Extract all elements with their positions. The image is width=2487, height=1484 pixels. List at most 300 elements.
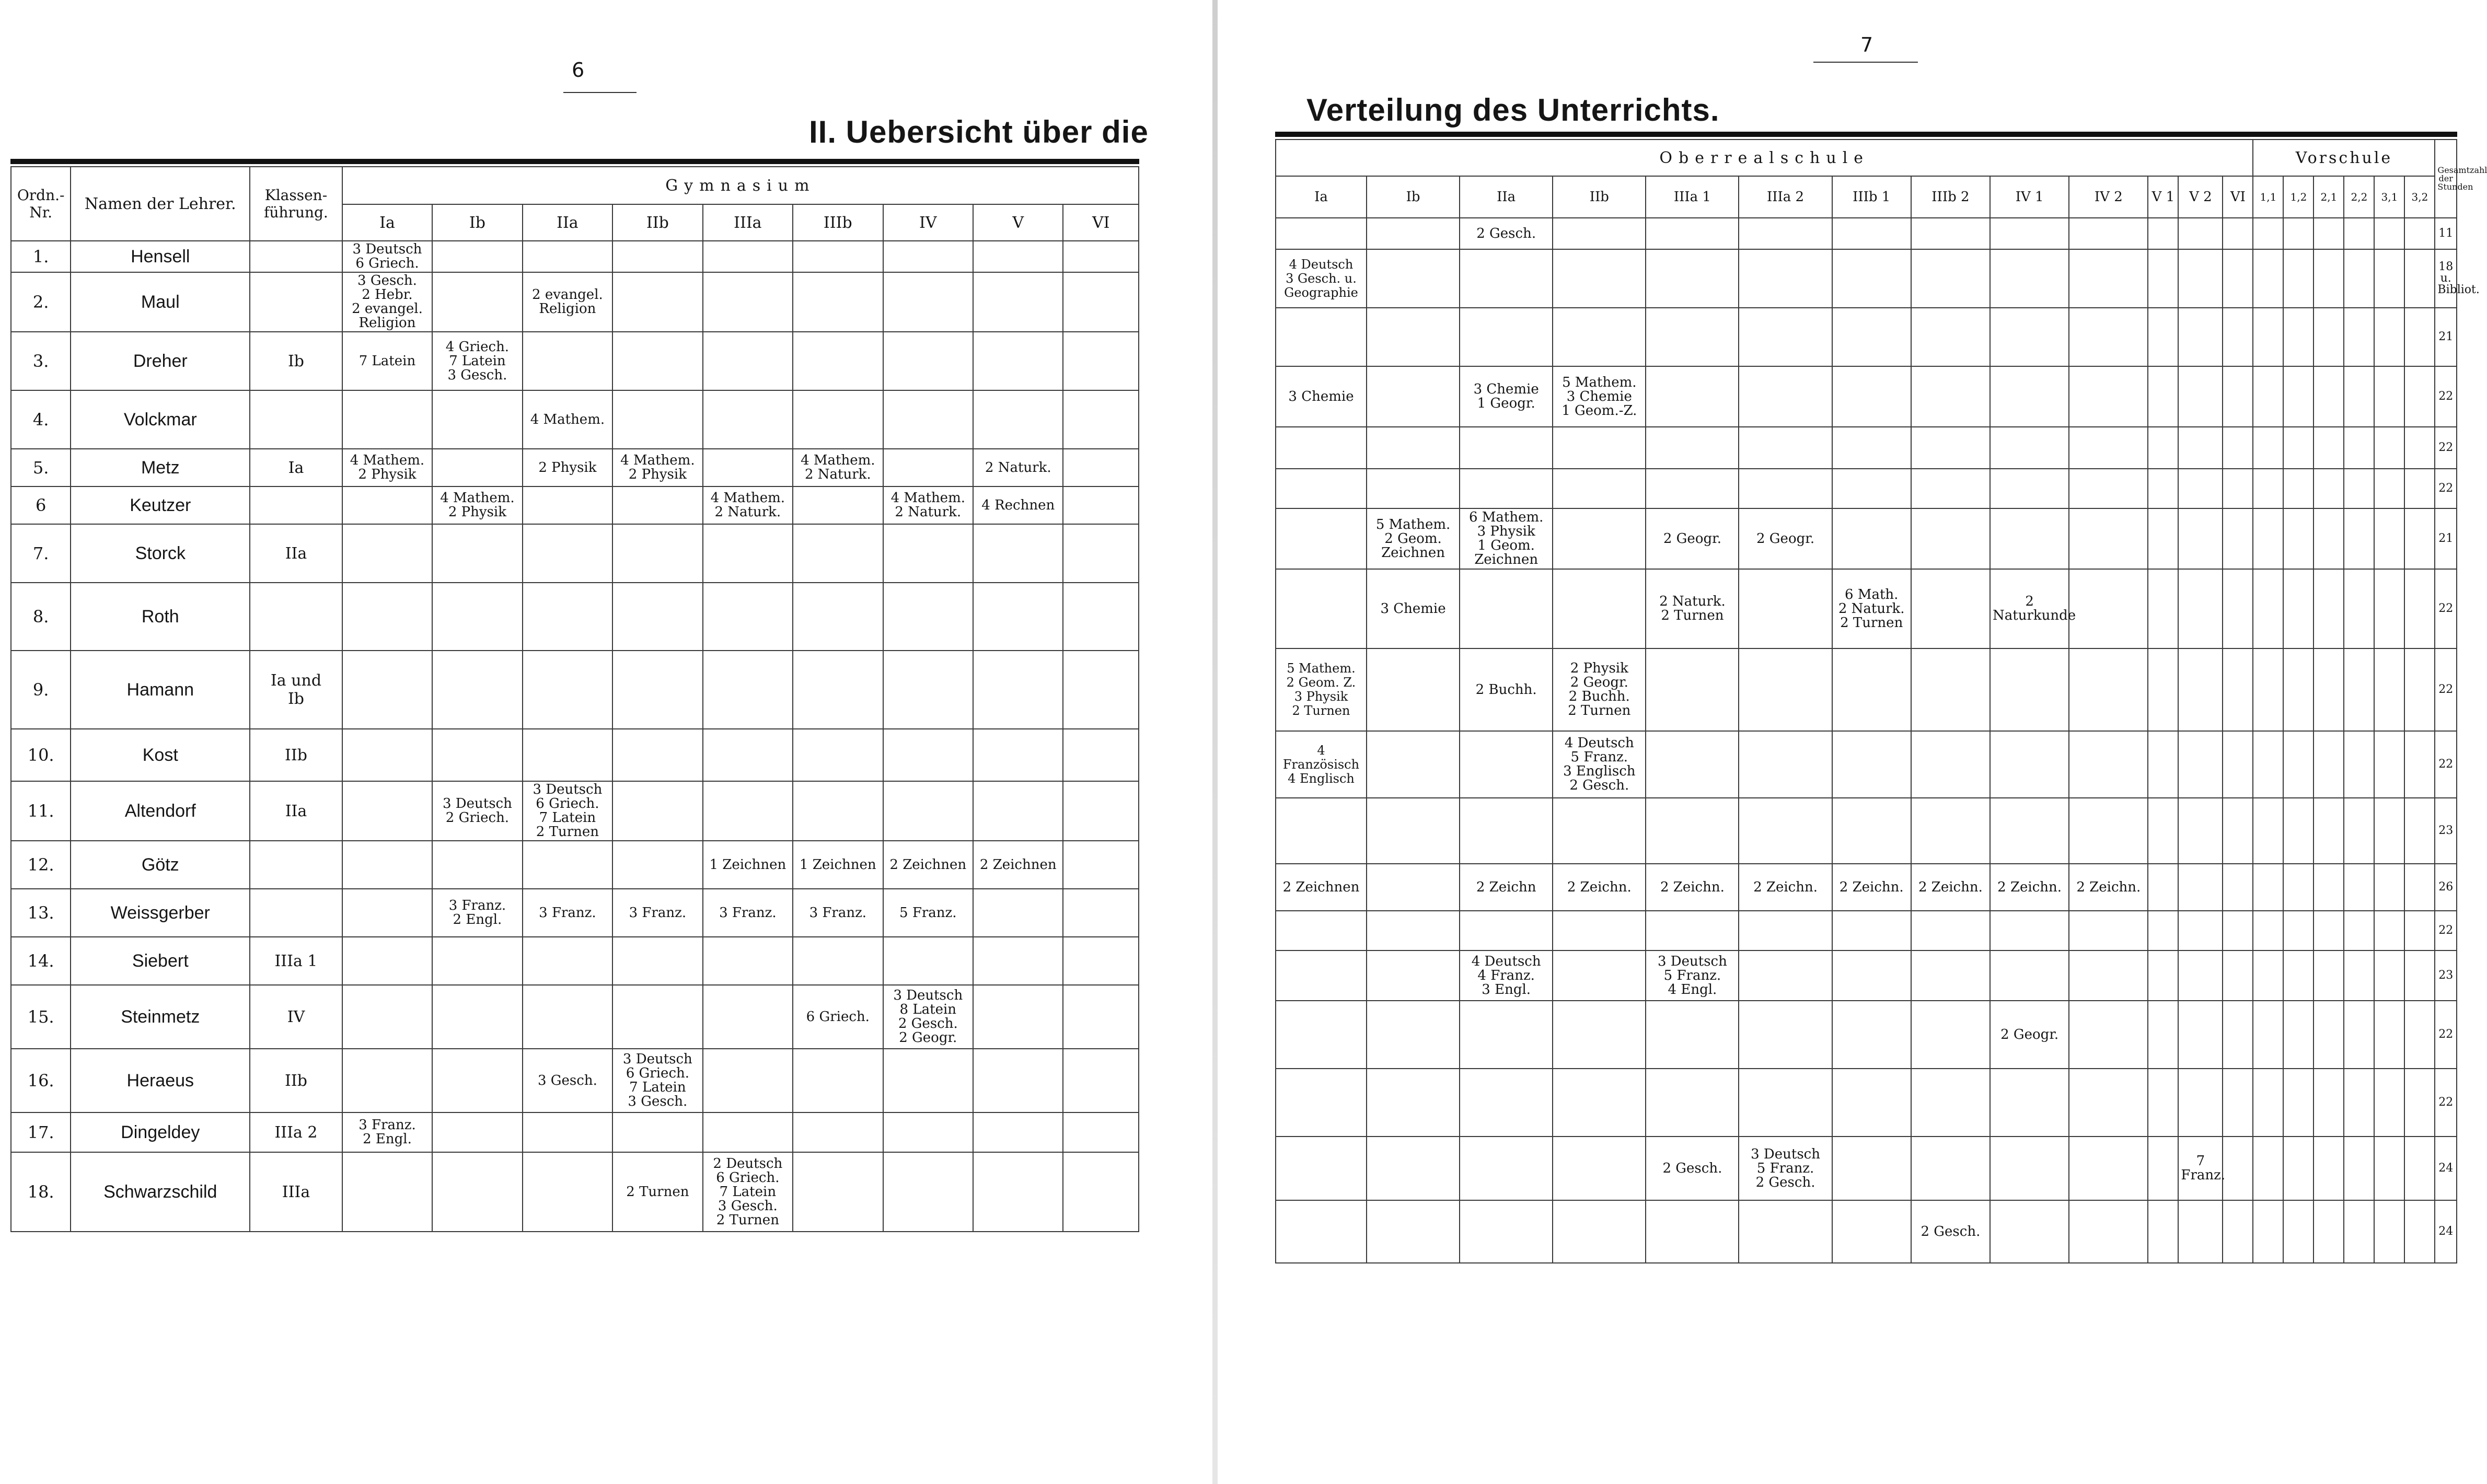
class-lead [250, 583, 342, 651]
lesson-cell [1990, 798, 2069, 864]
lesson-cell [1367, 864, 1460, 911]
vorschule-cell [2314, 798, 2344, 864]
lesson-cell [1990, 950, 2069, 1001]
vorschule-cell [2374, 1069, 2404, 1137]
lesson-cell [793, 651, 883, 729]
lesson-cell [1367, 1137, 1460, 1200]
lesson-cell [1276, 1137, 1367, 1200]
lesson-cell [2148, 1069, 2178, 1137]
lesson-cell [523, 1112, 612, 1152]
vorschule-cell [2404, 569, 2435, 648]
vorschule-cell [2283, 569, 2314, 648]
lesson-cell: 2 evangel. Religion [523, 272, 612, 332]
lesson-cell [973, 332, 1063, 390]
lesson-cell: 4 Deutsch 3 Gesch. u. Geographie [1276, 249, 1367, 308]
teacher-name: Hensell [71, 241, 250, 272]
lesson-cell [703, 781, 793, 841]
vorschule-cell [2344, 1200, 2374, 1263]
lesson-cell [2148, 569, 2178, 648]
vorschule-cell [2314, 508, 2344, 569]
table-row [1276, 366, 2457, 427]
lesson-cell [2178, 911, 2223, 950]
vorschule-cell [2404, 1069, 2435, 1137]
lesson-cell [1553, 427, 1646, 469]
vorschule-cell [2344, 1001, 2374, 1069]
lesson-cell [1276, 469, 1367, 508]
table-row [11, 841, 1139, 889]
vorschule-cell [2404, 1137, 2435, 1200]
lesson-cell [2223, 731, 2253, 798]
lesson-cell [883, 449, 973, 486]
lesson-cell [1276, 1200, 1367, 1263]
lesson-cell [612, 729, 702, 781]
vorschule-cell [2283, 911, 2314, 950]
lesson-cell: 4 Deutsch 5 Franz. 3 Englisch 2 Gesch. [1553, 731, 1646, 798]
lesson-cell [2148, 1001, 2178, 1069]
lesson-cell [2223, 798, 2253, 864]
row-number: 9. [11, 651, 71, 729]
lesson-cell: 2 Physik [523, 449, 612, 486]
table-row [11, 272, 1139, 332]
class-lead [250, 889, 342, 937]
class-header: VI [2223, 176, 2253, 218]
lesson-cell [1367, 308, 1460, 366]
vorschule-cell [2283, 508, 2314, 569]
group-header-gymnasium: Gymnasium [342, 167, 1139, 204]
lesson-cell [1367, 1200, 1460, 1263]
vorschule-cell [2283, 648, 2314, 731]
lesson-cell: 3 Deutsch 6 Griech. 7 Latein 3 Gesch. [612, 1049, 702, 1112]
lesson-cell [1276, 798, 1367, 864]
lesson-cell: 4 Mathem. 2 Naturk. [793, 449, 883, 486]
class-header: IIIb 1 [1832, 176, 1911, 218]
lesson-cell [2148, 427, 2178, 469]
table-row [11, 781, 1139, 841]
table-row [1276, 864, 2457, 911]
lesson-cell [2178, 249, 2223, 308]
lesson-cell [2223, 864, 2253, 911]
lesson-cell [2069, 427, 2148, 469]
vorschule-cell [2344, 218, 2374, 249]
vorschule-cell [2253, 1069, 2283, 1137]
lesson-cell [2223, 1001, 2253, 1069]
lesson-cell [2148, 469, 2178, 508]
lesson-cell [1739, 569, 1832, 648]
vorschule-cell [2314, 1200, 2344, 1263]
vorschule-cell [2374, 508, 2404, 569]
lesson-cell: 4 Mathem. 2 Physik [342, 449, 432, 486]
lesson-cell: 3 Gesch. [523, 1049, 612, 1112]
lesson-cell [973, 583, 1063, 651]
lesson-cell [1911, 1069, 1990, 1137]
teacher-name: Roth [71, 583, 250, 651]
vorschule-cell [2374, 1137, 2404, 1200]
lesson-cell: 2 Buchh. [1460, 648, 1553, 731]
class-header: IIIb 2 [1911, 176, 1990, 218]
lesson-cell: 2 Gesch. [1460, 218, 1553, 249]
lesson-cell: 5 Mathem. 2 Geom. Zeichnen [1367, 508, 1460, 569]
lesson-cell [523, 583, 612, 651]
vorschule-cell [2314, 1137, 2344, 1200]
lesson-cell [2178, 427, 2223, 469]
lesson-cell [1739, 731, 1832, 798]
lesson-cell: 4 Griech. 7 Latein 3 Gesch. [432, 332, 522, 390]
col-header-name: Namen der Lehrer. [71, 167, 250, 241]
row-number: 17. [11, 1112, 71, 1152]
lesson-cell [883, 937, 973, 985]
table-row [1276, 1001, 2457, 1069]
lesson-cell [2148, 731, 2178, 798]
right-page [1218, 0, 2487, 1484]
lesson-cell: 3 Deutsch 5 Franz. 2 Gesch. [1739, 1137, 1832, 1200]
lesson-cell: 2 Zeichnen [1276, 864, 1367, 911]
lesson-cell [1063, 781, 1139, 841]
class-lead [250, 841, 342, 889]
lesson-cell [1553, 249, 1646, 308]
teacher-name: Hamann [71, 651, 250, 729]
lesson-cell [1460, 569, 1553, 648]
lesson-cell [612, 486, 702, 524]
lesson-cell [2178, 1001, 2223, 1069]
top-rule-left [10, 159, 1139, 164]
lesson-cell [1063, 241, 1139, 272]
lesson-cell [973, 241, 1063, 272]
lesson-cell [523, 332, 612, 390]
table-row [11, 889, 1139, 937]
vorschule-cell [2314, 1001, 2344, 1069]
lesson-cell [342, 781, 432, 841]
lesson-cell [1911, 648, 1990, 731]
teacher-name: Storck [71, 524, 250, 583]
lesson-cell [523, 841, 612, 889]
row-number: 1. [11, 241, 71, 272]
vorschule-cell [2314, 648, 2344, 731]
class-header: IV 1 [1990, 176, 2069, 218]
lesson-cell [1911, 427, 1990, 469]
table-row [11, 1152, 1139, 1232]
lesson-cell: 3 Franz. [612, 889, 702, 937]
vorschule-cell [2344, 427, 2374, 469]
vorschule-cell [2374, 1001, 2404, 1069]
lesson-cell: 2 Zeichn. [1911, 864, 1990, 911]
lesson-cell [1832, 648, 1911, 731]
teacher-name: Steinmetz [71, 985, 250, 1049]
top-rule-right [1275, 132, 2457, 137]
total-hours: 24 [2435, 1200, 2457, 1263]
vorschule-class-header: 1,1 [2253, 176, 2283, 218]
class-lead: IIa [250, 524, 342, 583]
vorschule-cell [2283, 218, 2314, 249]
lesson-cell [883, 241, 973, 272]
lesson-cell [2069, 731, 2148, 798]
teacher-name: Schwarzschild [71, 1152, 250, 1232]
vorschule-cell [2344, 469, 2374, 508]
table-row [11, 449, 1139, 486]
lesson-cell [2223, 249, 2253, 308]
lesson-cell [1646, 249, 1739, 308]
lesson-cell [2069, 308, 2148, 366]
lesson-cell: 2 Geogr. [1990, 1001, 2069, 1069]
lesson-cell [2223, 911, 2253, 950]
lesson-cell: 3 Gesch. 2 Hebr. 2 evangel. Religion [342, 272, 432, 332]
vorschule-cell [2253, 469, 2283, 508]
vorschule-cell [2314, 218, 2344, 249]
book-gutter [1212, 0, 1218, 1484]
lesson-cell [973, 889, 1063, 937]
vorschule-cell [2374, 731, 2404, 798]
vorschule-cell [2404, 366, 2435, 427]
lesson-cell [1646, 1069, 1739, 1137]
vorschule-cell [2404, 508, 2435, 569]
lesson-cell [793, 583, 883, 651]
lesson-cell [612, 390, 702, 449]
lesson-cell [2178, 1200, 2223, 1263]
lesson-cell [1063, 449, 1139, 486]
lesson-cell [1063, 985, 1139, 1049]
class-lead: IIIa 2 [250, 1112, 342, 1152]
vorschule-class-header: 2,1 [2314, 176, 2344, 218]
class-header: IIIa [703, 204, 793, 241]
vorschule-cell [2344, 950, 2374, 1001]
lesson-cell [1911, 1137, 1990, 1200]
row-number: 12. [11, 841, 71, 889]
lesson-cell [2223, 469, 2253, 508]
lesson-cell [432, 524, 522, 583]
lesson-cell [612, 272, 702, 332]
lesson-cell [1739, 249, 1832, 308]
lesson-cell [703, 1112, 793, 1152]
row-number: 11. [11, 781, 71, 841]
total-hours: 22 [2435, 731, 2457, 798]
lesson-cell [2223, 648, 2253, 731]
vorschule-cell [2374, 366, 2404, 427]
lesson-cell [2223, 1200, 2253, 1263]
lesson-cell [1367, 798, 1460, 864]
lesson-cell: 3 Chemie [1367, 569, 1460, 648]
table-row [11, 390, 1139, 449]
lesson-cell [2178, 731, 2223, 798]
lesson-cell [2069, 1137, 2148, 1200]
class-header: V [973, 204, 1063, 241]
row-number: 14. [11, 937, 71, 985]
lesson-cell [1990, 218, 2069, 249]
teacher-name: Keutzer [71, 486, 250, 524]
lesson-cell: 2 Zeichn [1460, 864, 1553, 911]
lesson-cell [793, 729, 883, 781]
vorschule-cell [2374, 648, 2404, 731]
lesson-cell [1832, 950, 1911, 1001]
lesson-cell [2148, 249, 2178, 308]
vorschule-cell [2253, 308, 2283, 366]
lesson-cell: 4 Deutsch 4 Franz. 3 Engl. [1460, 950, 1553, 1001]
lesson-cell [793, 524, 883, 583]
lesson-cell [1276, 911, 1367, 950]
lesson-cell [2148, 508, 2178, 569]
class-header: IV [883, 204, 973, 241]
lesson-cell [612, 1112, 702, 1152]
vorschule-cell [2283, 308, 2314, 366]
lesson-cell: 3 Franz. [793, 889, 883, 937]
row-number: 13. [11, 889, 71, 937]
page-heading-left: II. Uebersicht über die [809, 114, 1149, 149]
vorschule-cell [2374, 911, 2404, 950]
lesson-cell [1646, 366, 1739, 427]
lesson-cell: 4 Französisch 4 Englisch [1276, 731, 1367, 798]
lesson-cell [793, 486, 883, 524]
vorschule-cell [2253, 508, 2283, 569]
teacher-name: Kost [71, 729, 250, 781]
lesson-cell [1553, 1001, 1646, 1069]
lesson-cell [342, 651, 432, 729]
teacher-name: Volckmar [71, 390, 250, 449]
lesson-cell [1739, 1200, 1832, 1263]
lesson-cell [703, 332, 793, 390]
left-table [10, 166, 1139, 1232]
lesson-cell [2069, 569, 2148, 648]
lesson-cell [1553, 569, 1646, 648]
class-header: IIb [1553, 176, 1646, 218]
lesson-cell [432, 985, 522, 1049]
lesson-cell [1646, 218, 1739, 249]
lesson-cell [1460, 469, 1553, 508]
class-header: IIa [523, 204, 612, 241]
table-row [1276, 569, 2457, 648]
vorschule-cell [2253, 798, 2283, 864]
vorschule-cell [2374, 218, 2404, 249]
lesson-cell [2178, 218, 2223, 249]
teacher-name: Götz [71, 841, 250, 889]
lesson-cell [1990, 731, 2069, 798]
lesson-cell [1063, 841, 1139, 889]
lesson-cell [2223, 308, 2253, 366]
lesson-cell [1911, 911, 1990, 950]
lesson-cell: 6 Math. 2 Naturk. 2 Turnen [1832, 569, 1911, 648]
lesson-cell: 3 Franz. 2 Engl. [432, 889, 522, 937]
lesson-cell [883, 272, 973, 332]
lesson-cell [793, 1049, 883, 1112]
lesson-cell [432, 1049, 522, 1112]
lesson-cell [1646, 427, 1739, 469]
total-hours: 22 [2435, 569, 2457, 648]
lesson-cell: 3 Deutsch 8 Latein 2 Gesch. 2 Geogr. [883, 985, 973, 1049]
lesson-cell: 4 Mathem. 2 Naturk. [703, 486, 793, 524]
lesson-cell [883, 1112, 973, 1152]
class-lead: IIb [250, 1049, 342, 1112]
lesson-cell: 3 Chemie 1 Geogr. [1460, 366, 1553, 427]
lesson-cell [2178, 308, 2223, 366]
lesson-cell: 1 Zeichnen [703, 841, 793, 889]
lesson-cell [973, 390, 1063, 449]
lesson-cell [523, 486, 612, 524]
lesson-cell [1832, 308, 1911, 366]
lesson-cell: 6 Griech. [793, 985, 883, 1049]
lesson-cell [1460, 308, 1553, 366]
row-number: 4. [11, 390, 71, 449]
vorschule-cell [2344, 249, 2374, 308]
vorschule-cell [2404, 249, 2435, 308]
lesson-cell [1367, 950, 1460, 1001]
lesson-cell [703, 390, 793, 449]
row-number: 5. [11, 449, 71, 486]
lesson-cell [2178, 469, 2223, 508]
lesson-cell [1832, 798, 1911, 864]
vorschule-cell [2344, 864, 2374, 911]
lesson-cell: 2 Turnen [612, 1152, 702, 1232]
lesson-cell [1832, 1069, 1911, 1137]
class-header: IIIa 2 [1739, 176, 1832, 218]
lesson-cell [1990, 308, 2069, 366]
lesson-cell [1553, 218, 1646, 249]
total-hours: 26 [2435, 864, 2457, 911]
lesson-cell [703, 449, 793, 486]
table-row [1276, 308, 2457, 366]
lesson-cell [1276, 1069, 1367, 1137]
teacher-name: Siebert [71, 937, 250, 985]
lesson-cell [1553, 1069, 1646, 1137]
lesson-cell [1276, 218, 1367, 249]
lesson-cell [1911, 469, 1990, 508]
table-row [11, 486, 1139, 524]
lesson-cell [1063, 651, 1139, 729]
lesson-cell [2178, 798, 2223, 864]
vorschule-cell [2374, 864, 2404, 911]
row-number: 18. [11, 1152, 71, 1232]
lesson-cell [2148, 911, 2178, 950]
lesson-cell [1367, 911, 1460, 950]
left-page [0, 0, 1212, 1484]
lesson-cell [523, 651, 612, 729]
lesson-cell [1911, 508, 1990, 569]
lesson-cell [1276, 508, 1367, 569]
lesson-cell [2223, 366, 2253, 427]
lesson-cell [883, 583, 973, 651]
lesson-cell [612, 781, 702, 841]
lesson-cell [1739, 308, 1832, 366]
table-row [11, 729, 1139, 781]
vorschule-cell [2344, 366, 2374, 427]
row-number: 10. [11, 729, 71, 781]
total-hours: 11 [2435, 218, 2457, 249]
lesson-cell [1911, 366, 1990, 427]
lesson-cell [1832, 1200, 1911, 1263]
vorschule-cell [2404, 1001, 2435, 1069]
lesson-cell [703, 985, 793, 1049]
lesson-cell [2223, 218, 2253, 249]
lesson-cell [1739, 218, 1832, 249]
lesson-cell: 2 Zeichnen [973, 841, 1063, 889]
lesson-cell [1911, 950, 1990, 1001]
table-row [1276, 249, 2457, 308]
lesson-cell [1063, 486, 1139, 524]
lesson-cell [1276, 950, 1367, 1001]
table-row [11, 651, 1139, 729]
lesson-cell: 2 Gesch. [1911, 1200, 1990, 1263]
lesson-cell [1646, 1200, 1739, 1263]
lesson-cell [1063, 1112, 1139, 1152]
vorschule-cell [2283, 864, 2314, 911]
lesson-cell [703, 583, 793, 651]
lesson-cell [342, 937, 432, 985]
table-row [11, 985, 1139, 1049]
lesson-cell [2069, 508, 2148, 569]
vorschule-cell [2404, 218, 2435, 249]
lesson-cell [2069, 950, 2148, 1001]
lesson-cell [1553, 469, 1646, 508]
lesson-cell [793, 241, 883, 272]
class-lead: Ia [250, 449, 342, 486]
lesson-cell: 4 Mathem. 2 Physik [612, 449, 702, 486]
lesson-cell [1832, 469, 1911, 508]
